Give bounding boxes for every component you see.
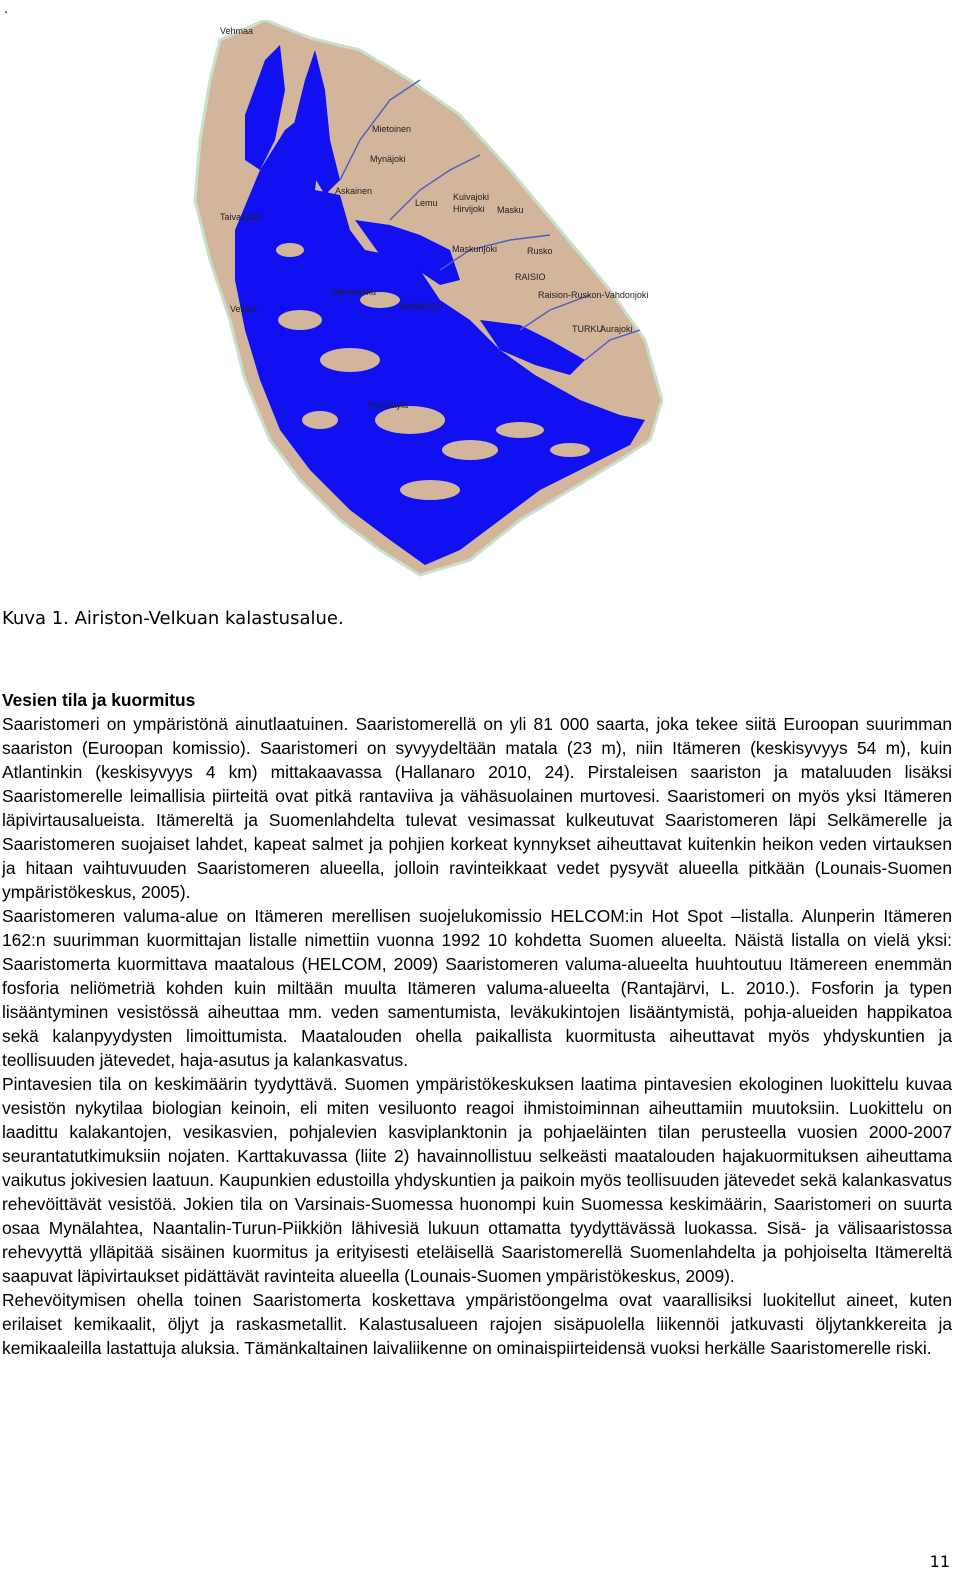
place-label-merimasku: Merimasku bbox=[332, 287, 377, 297]
place-label-velkua: Velkua bbox=[230, 304, 258, 314]
place-label-taivassalo: Taivassalo bbox=[220, 212, 263, 222]
place-label-vehmaa: Vehmaa bbox=[220, 26, 254, 36]
island bbox=[276, 243, 304, 257]
place-label-rusko: Rusko bbox=[527, 246, 553, 256]
island bbox=[442, 440, 498, 460]
section-content bbox=[2, 688, 952, 1360]
fishing-area-map bbox=[190, 20, 670, 580]
paragraph: Saaristomeri on ympäristönä ainutlaatuinen. Saaristomerellä on yli 81 000 saarta, joka tekee siitä Euroopan suurimman saariston (Euroopan komissio). Saaristomeri on syvyydeltään matala (23 m), niin Itämeren (keskisyvyys 54 m), kuin Atlantinkin (keskisyvyys 4 km) mittakaavassa (Hallanaro 2010, 24). Pirstaleisen saariston ja mataluuden lisäksi Saaristomerelle leimallisia piirteitä ovat pitkä rantaviiva ja vähäsuolainen murtovesi. Saaristomeri on myös yksi Itämeren läpivirtausalueista. Itämereltä ja Suomenlahdelta tulevat vesimassat kulkeutuvat Saaristomeren läpi Selkämerelle ja Saaristomeren suojaiset lahdet, kapeat salmet ja pohjien korkeat kynnykset aiheuttavat kuitenkin heikon veden virtauksen ja hitaan vaihtuvuuden Saaristomeren alueella, jolloin ravinteikkaat vedet pysyvät alueella pitkään (Lounais-Suomen ympäristökeskus, 2005). bbox=[2, 714, 952, 902]
island bbox=[550, 443, 590, 457]
figure-caption: Kuva 1. Airiston-Velkuan kalastusalue. bbox=[2, 608, 344, 629]
island bbox=[278, 310, 322, 330]
place-label-maskunjoki: Maskunjoki bbox=[452, 244, 498, 254]
paragraph: Rehevöitymisen ohella toinen Saaristomerta koskettava ympäristöongelma ovat vaarallisiksi luokitellut aineet, kuten erilaiset kemikaalit, öljyt ja raskasmetallit. Kalastusalueen rajojen sisäpuolella liikennöi jatkuvasti öljytankkereita ja kemikaaleilla lastattuja aluksia. Tämänkaltainen laivaliikenne on ominaispiirteidensä vuoksi herkälle Saaristomerelle riski. bbox=[2, 1290, 952, 1358]
place-label-rymattyla: Rymättylä bbox=[368, 400, 409, 410]
place-label-aurajoki: Aurajoki bbox=[600, 324, 633, 334]
island bbox=[320, 348, 380, 372]
island bbox=[375, 406, 445, 434]
corner-mark: . bbox=[4, 0, 8, 16]
place-label-raisio: RAISIO bbox=[515, 272, 546, 282]
paragraph: Saaristomeren valuma-alue on Itämeren merellisen suojelukomissio HELCOM:in Hot Spot –listalla. Alunperin Itämeren 162:n suurimman kuormittajan listalle nimettiin vuonna 1992 10 kohdetta Suomen alueelta. Näistä listalla on vielä yksi: Saaristomerta kuormittava maatalous (HELCOM, 2009) Saaristomeren valuma-alueelta huuhtoutuu Itämereen enemmän fosforia neliömetriä kohden kuin miltään muulta Itämeren valuma-alueelta (Rantajärvi, L. 2010.). Fosforin ja typen lisääntyminen vesistössä aiheuttaa mm. veden samentumista, leväkukintojen lisääntymistä, pohja-alueiden happikatoa sekä kalanpyydysten limoittumista. Maatalouden ohella paikallista kuormitusta aiheuttavat myös yhdyskuntien ja teollisuuden jätevedet, haja-asutus ja kalankasvatus. bbox=[2, 906, 952, 1070]
place-label-askainen: Askainen bbox=[335, 186, 373, 196]
place-label-lemu: Lemu bbox=[415, 198, 438, 208]
place-label-mietoinen: Mietoinen bbox=[372, 124, 412, 134]
place-label-mynajoki: Mynäjoki bbox=[370, 154, 406, 164]
paragraph: Pintavesien tila on keskimäärin tyydyttävä. Suomen ympäristökeskuksen laatima pintavesien ekologinen luokittelu kuvaa vesistön nykytilaa biologian keinoin, eli miten vesiluonto reagoi ihmistoiminnan aiheuttamiin muutoksiin. Luokittelu on laadittu kalakantojen, vesikasvien, pohjalevien kasviplanktonin ja pohjaeläinten tilan perusteella vuosien 2000-2007 seurantatutkimuksiin nojaten. Karttakuvassa (liite 2) havainnollistuu selkeästi maatalouden hajakuormituksen aiheuttama vaikutus jokivesien laatuun. Kaupunkien edustoilla yhdyskuntien ja paikoin myös teollisuuden jätevedet sekä kalankasvatus rehevöittävät vesistöä. Jokien tila on Varsinais-Suomessa huonompi kuin Suomessa keskimäärin, Saaristomeri on suurta osaa Mynälahtea, Naantalin-Turun-Piikkiön lähivesiä lukuun ottamatta tyydyttävässä luokassa. Sisä- ja välisaaristossa rehevyyttä ylläpitää sisäinen kuormitus ja erityisesti eteläisellä Saaristomerellä Suomenlahdelta ja pohjoiselta Itämereltä saapuvat läpivirtaukset pidättävät ravinteita alueella (Lounais-Suomen ympäristökeskus, 2009). bbox=[2, 1074, 952, 1286]
page-number: 11 bbox=[929, 1552, 950, 1571]
section-heading: Vesien tila ja kuormitus bbox=[2, 690, 196, 710]
island bbox=[400, 480, 460, 500]
place-label-turku: TURKU bbox=[572, 324, 603, 334]
place-label-naantali: NAANTALI bbox=[400, 302, 444, 312]
place-label-masku: Masku bbox=[497, 205, 524, 215]
place-label-raisio-ruskon: Raision-Ruskon-Vahdonjoki bbox=[538, 290, 649, 300]
island bbox=[302, 411, 338, 429]
place-label-hirvijoki: Hirvijoki bbox=[453, 204, 485, 214]
place-label-kuivajoki: Kuivajoki bbox=[453, 192, 490, 202]
island bbox=[496, 422, 544, 438]
